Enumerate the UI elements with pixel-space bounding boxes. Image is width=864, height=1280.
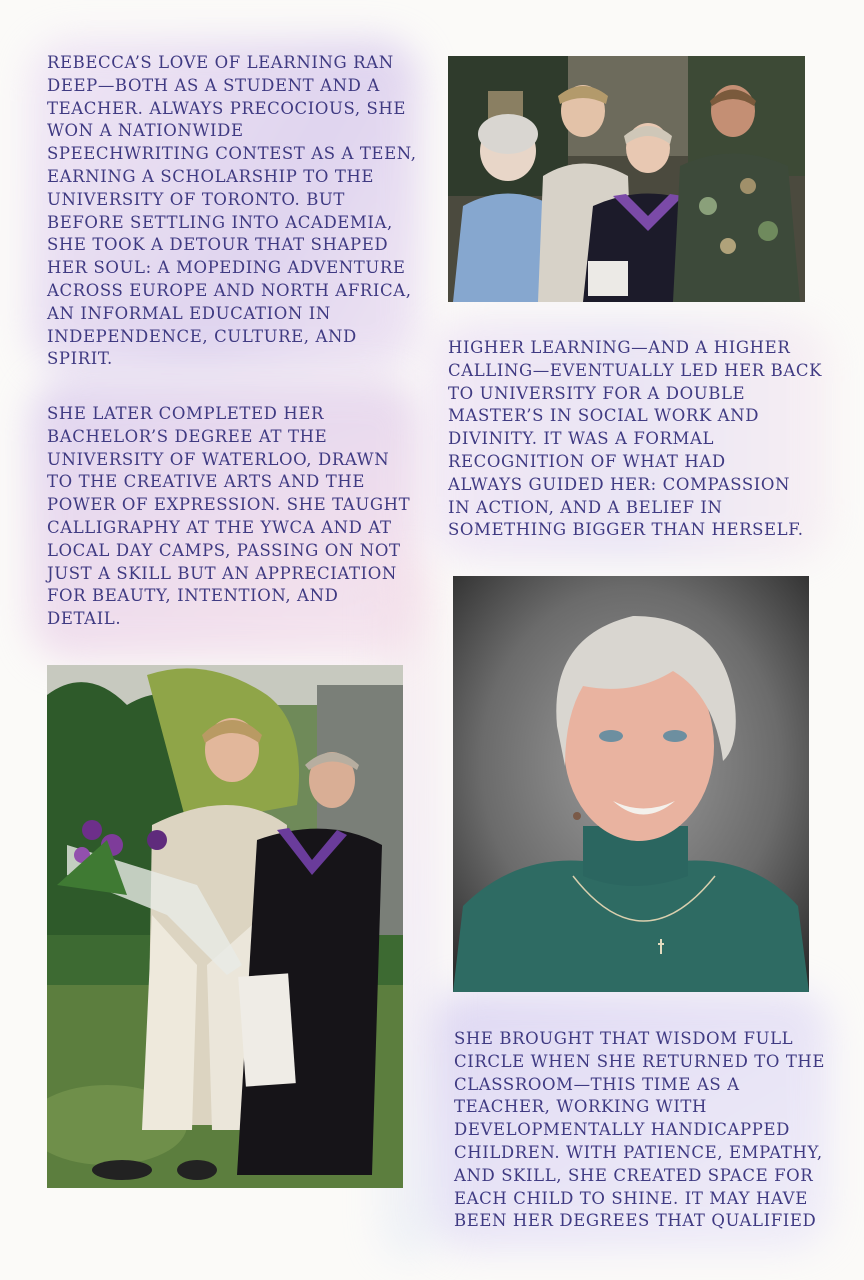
family-graduation-photo <box>448 56 805 302</box>
portrait-photo <box>453 576 809 992</box>
graduation-with-son-photo <box>47 665 403 1188</box>
paragraph-bachelors: SHE LATER COMPLETED HER BACHELOR’S DEGREE AT THE UNIVERSITY OF WATERLOO, DRAWN TO THE CREATIVE ARTS AND THE POWER OF EXPRESSION. SHE TAUGHT CALLIGRAPHY AT THE YWCA AND AT LOCAL DAY CAMPS, PASSING ON NOT JUST A SKILL BUT AN APPRECIATION FOR BEAUTY, INTENTION, AND DETAIL. <box>47 404 411 629</box>
paragraph-early-learning: REBECCA’S LOVE OF LEARNING RAN DEEP—BOTH AS A STUDENT AND A TEACHER. ALWAYS PRECOCIOUS, SHE WON A NATIONWIDE SPEECHWRITING CONTEST AS A TEEN, EARNING A SCHOLARSHIP TO THE UNIVERSITY OF TORONTO. BUT BEFORE SETTLING INTO ACADEMIA, SHE TOOK A DETOUR THAT SHAPED HER SOUL: A MOPEDING ADVENTURE ACROSS EUROPE AND NORTH AFRICA, AN INFORMAL EDUCATION IN INDEPENDENCE, CULTURE, AND SPIRIT. <box>47 53 417 369</box>
paragraph-higher-calling: HIGHER LEARNING—AND A HIGHER CALLING—EVENTUALLY LED HER BACK TO UNIVERSITY FOR A DOUBLE MASTER’S IN SOCIAL WORK AND DIVINITY. IT WAS A FORMAL RECOGNITION OF WHAT HAD ALWAYS GUIDED HER: COMPASSION IN ACTION, AND A BELIEF IN SOMETHING BIGGER THAN HERSELF. <box>448 338 823 540</box>
paragraph-classroom: SHE BROUGHT THAT WISDOM FULL CIRCLE WHEN SHE RETURNED TO THE CLASSROOM—THIS TIME AS A TEACHER, WORKING WITH DEVELOPMENTALLY HANDICAPPED CHILDREN. WITH PATIENCE, EMPATHY, AND SKILL, SHE CREATED SPACE FOR EACH CHILD TO SHINE. IT MAY HAVE BEEN HER DEGREES THAT QUALIFIED <box>454 1029 826 1231</box>
